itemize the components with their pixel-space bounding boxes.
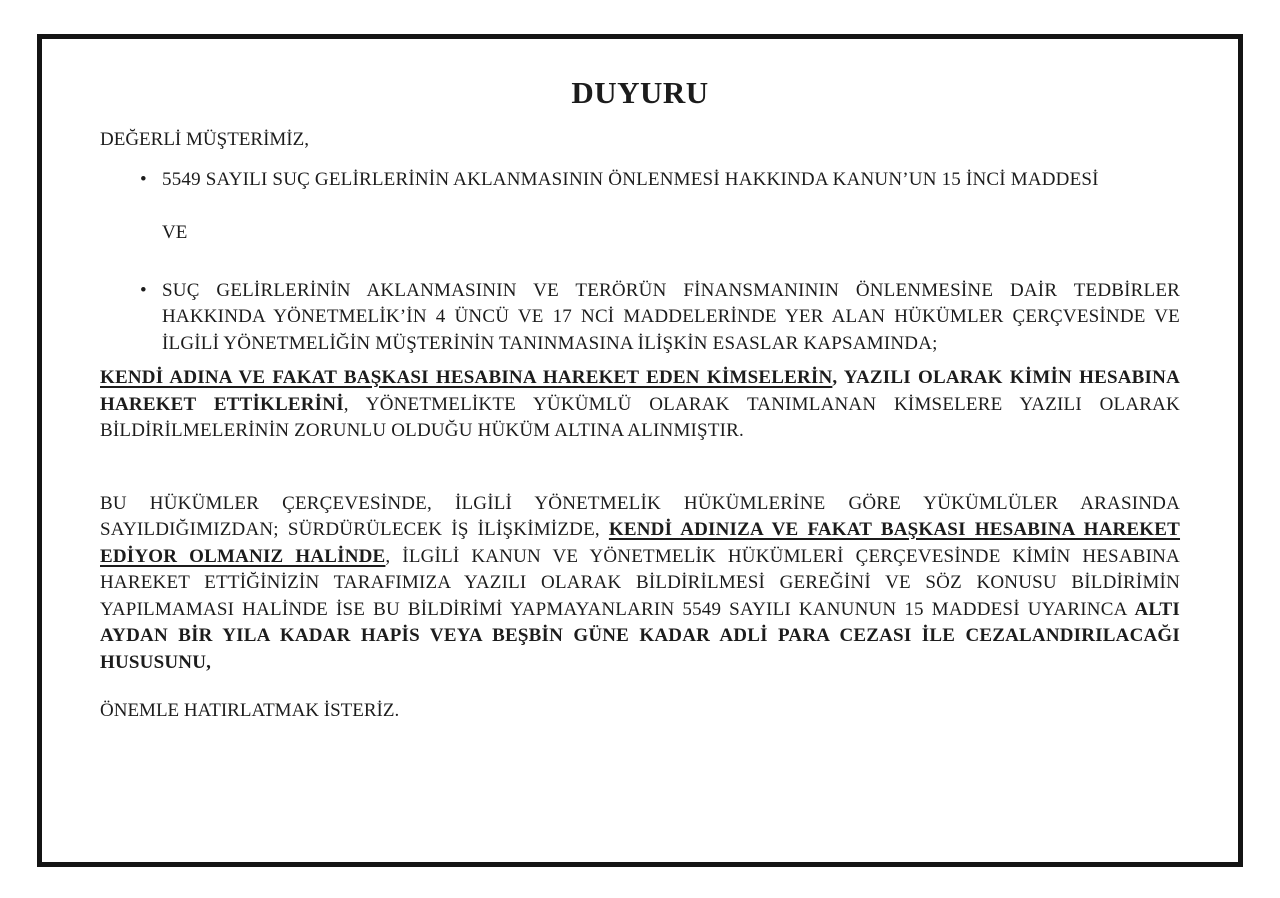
bullet-item-regulation — [100, 278, 1180, 358]
obligation-emphasis-run: KENDİ ADINA VE FAKAT BAŞKASI HESABINA HAREKET EDEN KİMSELERİN — [100, 367, 833, 388]
reminder-regular-run-2: , İLGİLİ KANUN VE YÖNETMELİK HÜKÜMLERİ ÇERÇEVESİNDE KİMİN HESABINA HAREKET ETTİĞİNİZİN TARAFIMIZA YAZILI OLARAK BİLDİRİLMESİ GEREĞİNİ VE SÖZ KONUSU BİLDİRİMİN YAPILMAMASI HALİNDE İSE BU BİLDİRİMİ YAPMAYANLARIN 5549 SAYILI KANUNUN 15 MADDESİ UYARINCA — [100, 545, 1180, 620]
bullet-icon: • — [140, 279, 147, 301]
document-border-frame — [37, 34, 1243, 867]
bullet-law-text: 5549 SAYILI SUÇ GELİRLERİNİN AKLANMASININ ÖNLENMESİ HAKKINDA KANUN’UN 15 İNCİ MADDESİ — [162, 169, 1099, 190]
reminder-penalty-run: ALTI AYDAN BİR YILA KADAR HAPİS VEYA BEŞBİN GÜNE KADAR ADLİ PARA CEZASI İLE CEZALANDIRILACAĞI HUSUSUNU, — [100, 598, 1180, 673]
reminder-emphasis-run: KENDİ ADINIZA VE FAKAT BAŞKASI HESABINA HAREKET EDİYOR OLMANIZ HALİNDE — [100, 519, 1181, 567]
reminder-regular-run-1: BU HÜKÜMLER ÇERÇEVESİNDE, İLGİLİ YÖNETMELİK HÜKÜMLERİNE GÖRE YÜKÜMLÜLER ARASINDA SAYILDIĞIMIZDAN; SÜRDÜRÜLECEK İŞ İLİŞKİMİZDE, — [100, 492, 1180, 540]
salutation-line: DEĞERLİ MÜŞTERİMİZ, — [100, 129, 309, 150]
closing-line: ÖNEMLE HATIRLATMAK İSTERİZ. — [100, 700, 400, 721]
reminder-paragraph — [100, 491, 1180, 677]
obligation-regular-run: , YÖNETMELİKTE YÜKÜMLÜ OLARAK TANIMLANAN KİMSELERE YAZILI OLARAK BİLDİRİLMELERİNİN ZORUNLU OLDUĞU HÜKÜM ALTINA ALINMIŞTIR. — [100, 393, 1180, 441]
bullet-item-law — [100, 167, 1180, 194]
document-title: DUYURU — [571, 75, 709, 110]
obligation-paragraph — [100, 365, 1180, 445]
bullet-regulation-text: SUÇ GELİRLERİNİN AKLANMASININ VE TERÖRÜN FİNANSMANININ ÖNLENMESİNE DAİR TEDBİRLER HAKKINDA YÖNETMELİK’İN 4 ÜNCÜ VE 17 NCİ MADDELERİNDE YER ALAN HÜKÜMLER ÇERÇVESİNDE VE İLGİLİ YÖNETMELİĞİN MÜŞTERİNİN TANINMASINA İLİŞKİN ESASLAR KAPSAMINDA; — [162, 279, 1180, 354]
connector-word: VE — [162, 221, 188, 243]
obligation-bold-run: , YAZILI OLARAK KİMİN HESABINA HAREKET ETTİKLERİNİ — [100, 367, 1180, 415]
document-content — [42, 39, 1238, 862]
bullet-icon: • — [140, 169, 147, 190]
